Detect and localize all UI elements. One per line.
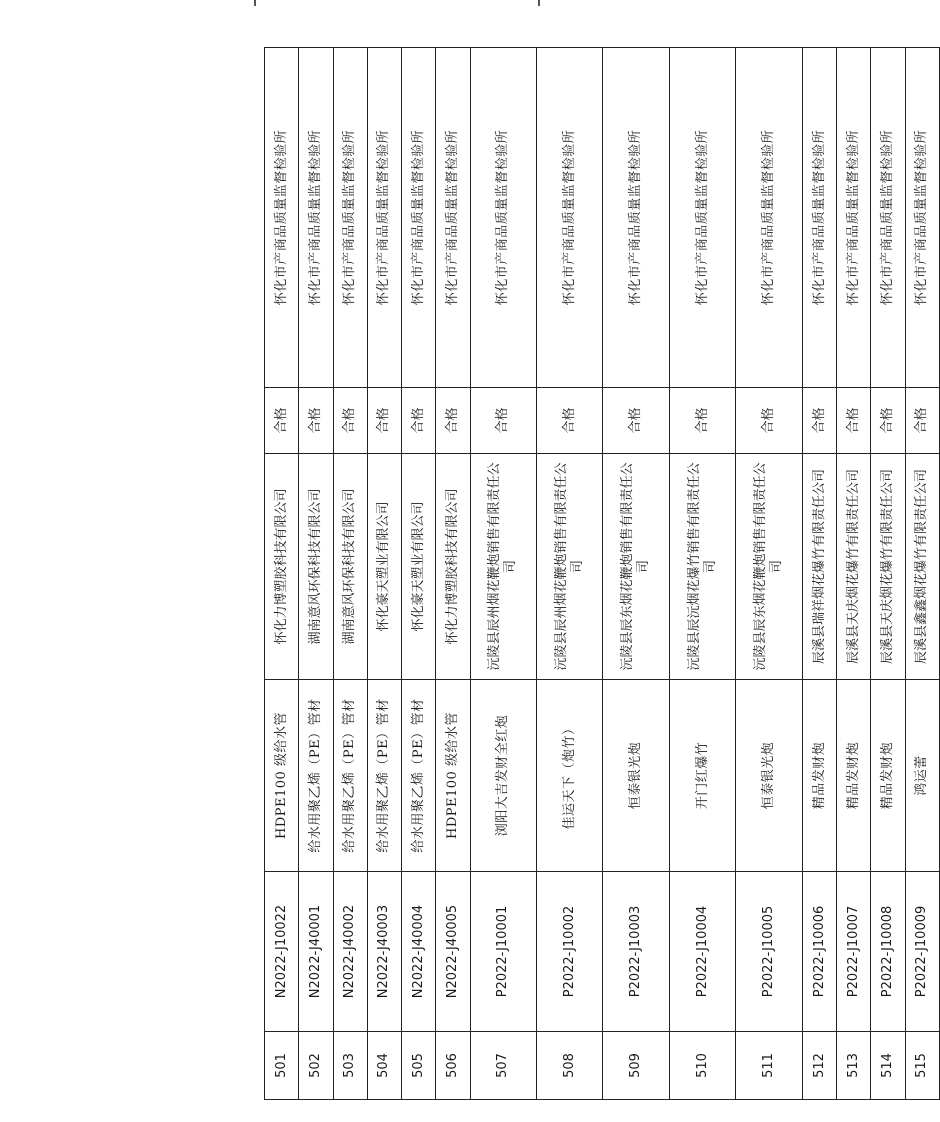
result-cell: 合格	[470, 388, 536, 454]
product-name-cell: 恒泰银光炮	[736, 680, 802, 872]
company-name-cell: 湖南意风环保科技有限公司	[333, 454, 367, 680]
result-cell: 合格	[905, 388, 939, 454]
row-number-cell: 509	[603, 1032, 669, 1100]
row-number-cell: 510	[669, 1032, 735, 1100]
table-row	[367, 48, 401, 1100]
table-row	[470, 48, 536, 1100]
company-name-cell: 怀化豪天塑业有限公司	[402, 454, 436, 680]
company-name-cell: 沅陵县辰州烟花鞭炮销售有限责任公司	[470, 454, 536, 680]
table-row	[837, 48, 871, 1100]
row-number-cell: 504	[367, 1032, 401, 1100]
sample-code-cell: N2022-J40005	[436, 872, 470, 1032]
table-row	[871, 48, 905, 1100]
product-name-cell: 鸿运蕾	[905, 680, 939, 872]
sample-code-cell: N2022-J10022	[265, 872, 299, 1032]
table-row	[402, 48, 436, 1100]
table-row	[333, 48, 367, 1100]
product-name-cell: 给水用聚乙烯（PE）管材	[402, 680, 436, 872]
inspection-agency-cell: 怀化市产商品质量监督检验所	[299, 48, 333, 388]
inspection-agency-cell: 怀化市产商品质量监督检验所	[736, 48, 802, 388]
sample-code-cell: P2022-J10005	[736, 872, 802, 1032]
result-cell: 合格	[265, 388, 299, 454]
sample-code-cell: P2022-J10002	[536, 872, 602, 1032]
company-name-cell: 怀化豪天塑业有限公司	[367, 454, 401, 680]
product-name-cell: 恒泰银光炮	[603, 680, 669, 872]
inspection-agency-cell: 怀化市产商品质量监督检验所	[837, 48, 871, 388]
result-cell: 合格	[871, 388, 905, 454]
result-cell: 合格	[669, 388, 735, 454]
row-number-cell: 512	[802, 1032, 836, 1100]
company-name-cell: 怀化力博塑胶科技有限公司	[436, 454, 470, 680]
product-name-cell: 佳运天下（炮竹）	[536, 680, 602, 872]
result-cell: 合格	[736, 388, 802, 454]
inspection-agency-cell: 怀化市产商品质量监督检验所	[333, 48, 367, 388]
table-row	[603, 48, 669, 1100]
inspection-agency-cell: 怀化市产商品质量监督检验所	[669, 48, 735, 388]
table-row	[905, 48, 939, 1100]
rotated-table-container	[264, 48, 940, 1100]
row-number-cell: 511	[736, 1032, 802, 1100]
company-name-cell: 沅陵县辰东烟花鞭炮销售有限责任公司	[603, 454, 669, 680]
table-row	[669, 48, 735, 1100]
sample-code-cell: N2022-J40004	[402, 872, 436, 1032]
sample-code-cell: P2022-J10008	[871, 872, 905, 1032]
inspection-agency-cell: 怀化市产商品质量监督检验所	[905, 48, 939, 388]
result-cell: 合格	[837, 388, 871, 454]
company-name-cell: 辰溪县天庆烟花爆竹有限责任公司	[871, 454, 905, 680]
table-row	[436, 48, 470, 1100]
row-number-cell: 508	[536, 1032, 602, 1100]
sample-code-cell: N2022-J40003	[367, 872, 401, 1032]
table-row	[536, 48, 602, 1100]
sample-code-cell: P2022-J10004	[669, 872, 735, 1032]
scan-mark	[254, 0, 256, 6]
scan-mark	[538, 0, 540, 6]
company-name-cell: 沅陵县辰东烟花鞭炮销售有限责任公司	[736, 454, 802, 680]
sample-code-cell: P2022-J10009	[905, 872, 939, 1032]
inspection-agency-cell: 怀化市产商品质量监督检验所	[367, 48, 401, 388]
row-number-cell: 514	[871, 1032, 905, 1100]
result-cell: 合格	[603, 388, 669, 454]
result-cell: 合格	[436, 388, 470, 454]
company-name-cell: 辰溪县鑫鑫烟花爆竹有限责任公司	[905, 454, 939, 680]
product-name-cell: 精品发财炮	[871, 680, 905, 872]
row-number-cell: 506	[436, 1032, 470, 1100]
inspection-agency-cell: 怀化市产商品质量监督检验所	[402, 48, 436, 388]
result-cell: 合格	[536, 388, 602, 454]
product-name-cell: 给水用聚乙烯（PE）管材	[367, 680, 401, 872]
inspection-agency-cell: 怀化市产商品质量监督检验所	[603, 48, 669, 388]
table-row	[265, 48, 299, 1100]
company-name-cell: 湖南意风环保科技有限公司	[299, 454, 333, 680]
product-name-cell: 给水用聚乙烯（PE）管材	[333, 680, 367, 872]
row-number-cell: 513	[837, 1032, 871, 1100]
company-name-cell: 辰溪县天庆烟花爆竹有限责任公司	[837, 454, 871, 680]
sample-code-cell: P2022-J10007	[837, 872, 871, 1032]
sample-code-cell: N2022-J40001	[299, 872, 333, 1032]
inspection-agency-cell: 怀化市产商品质量监督检验所	[802, 48, 836, 388]
company-name-cell: 沅陵县辰州烟花鞭炮销售有限责任公司	[536, 454, 602, 680]
product-name-cell: 浏阳大吉发财全红炮	[470, 680, 536, 872]
result-cell: 合格	[299, 388, 333, 454]
result-cell: 合格	[402, 388, 436, 454]
sample-code-cell: P2022-J10003	[603, 872, 669, 1032]
inspection-agency-cell: 怀化市产商品质量监督检验所	[871, 48, 905, 388]
row-number-cell: 505	[402, 1032, 436, 1100]
inspection-agency-cell: 怀化市产商品质量监督检验所	[536, 48, 602, 388]
sample-code-cell: N2022-J40002	[333, 872, 367, 1032]
sample-code-cell: P2022-J10006	[802, 872, 836, 1032]
result-cell: 合格	[802, 388, 836, 454]
sample-code-cell: P2022-J10001	[470, 872, 536, 1032]
product-name-cell: HDPE100 级给水管	[265, 680, 299, 872]
inspection-results-table	[264, 47, 940, 1100]
inspection-agency-cell: 怀化市产商品质量监督检验所	[265, 48, 299, 388]
table-body	[265, 48, 940, 1100]
company-name-cell: 沅陵县辰沅烟花爆竹销售有限责任公司	[669, 454, 735, 680]
product-name-cell: 精品发财炮	[837, 680, 871, 872]
company-name-cell: 辰溪县瑞祥烟花爆竹有限责任公司	[802, 454, 836, 680]
result-cell: 合格	[333, 388, 367, 454]
product-name-cell: 给水用聚乙烯（PE）管材	[299, 680, 333, 872]
result-cell: 合格	[367, 388, 401, 454]
table-row	[802, 48, 836, 1100]
table-row	[736, 48, 802, 1100]
row-number-cell: 507	[470, 1032, 536, 1100]
row-number-cell: 501	[265, 1032, 299, 1100]
table-row	[299, 48, 333, 1100]
product-name-cell: HDPE100 级给水管	[436, 680, 470, 872]
row-number-cell: 515	[905, 1032, 939, 1100]
row-number-cell: 503	[333, 1032, 367, 1100]
inspection-agency-cell: 怀化市产商品质量监督检验所	[436, 48, 470, 388]
row-number-cell: 502	[299, 1032, 333, 1100]
product-name-cell: 开门红爆竹	[669, 680, 735, 872]
product-name-cell: 精品发财炮	[802, 680, 836, 872]
company-name-cell: 怀化力博塑胶科技有限公司	[265, 454, 299, 680]
inspection-agency-cell: 怀化市产商品质量监督检验所	[470, 48, 536, 388]
